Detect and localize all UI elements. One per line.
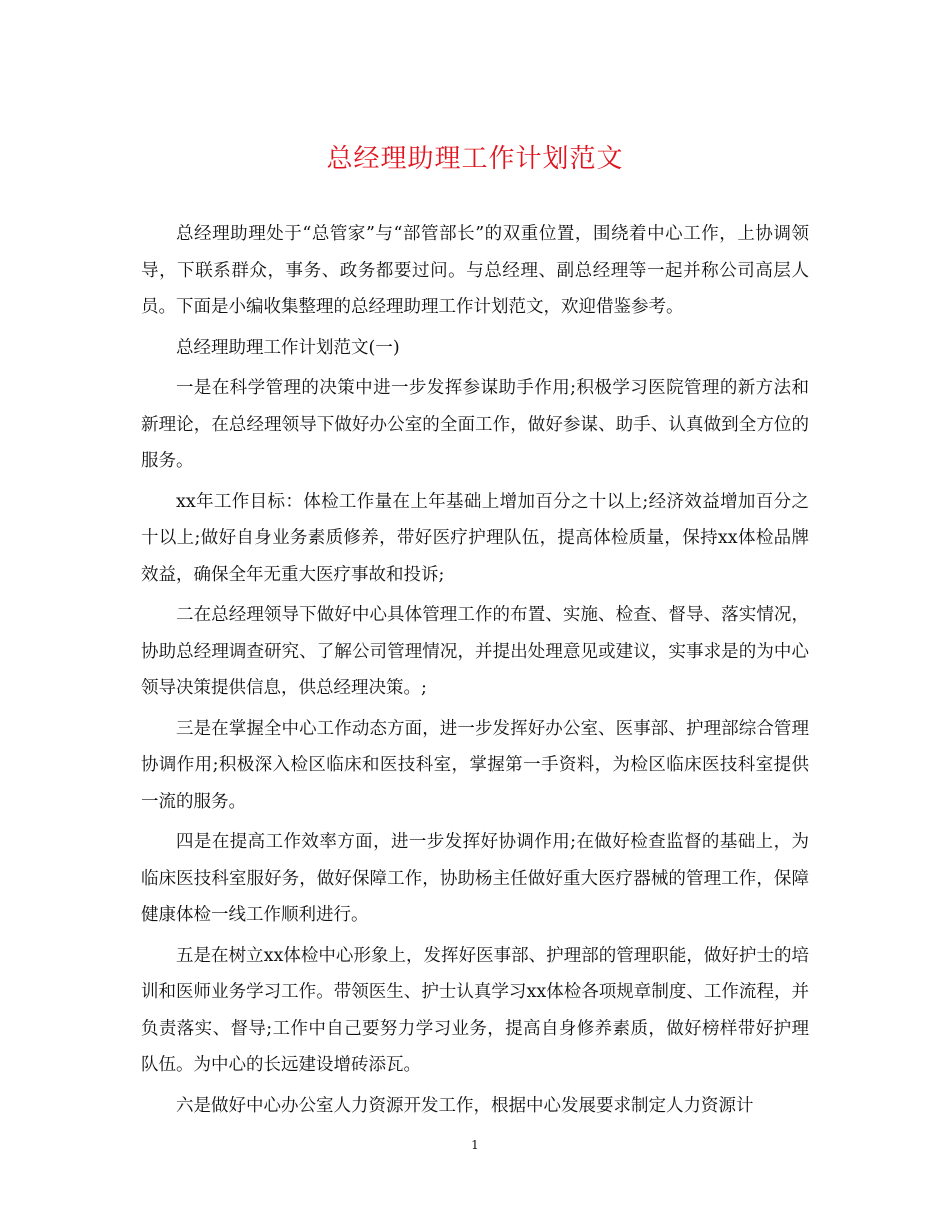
intro-paragraph: 总经理助理处于“总管家”与“部管部长”的双重位置，围绕着中心工作，上协调领导，下联系群众，事务、政务都要过问。与总经理、副总经理等一起并称公司高层人员。下面是小编收集整理的总经理助理工作计划范文，欢迎借鉴参考。 — [141, 224, 809, 317]
body-paragraph: xx年工作目标：体检工作量在上年基础上增加百分之十以上;经济效益增加百分之十以上;做好自身业务素质修养，带好医疗护理队伍，提高体检质量，保持xx体检品牌效益，确保全年无重大医疗事故和投诉; — [141, 491, 809, 585]
document-title: 总经理助理工作计划范文 — [326, 144, 624, 174]
body-paragraph: 六是做好中心办公室人力资源开发工作，根据中心发展要求制定人力资源计 — [176, 1095, 754, 1116]
body-paragraph: 五是在树立xx体检中心形象上，发挥好医事部、护理部的管理职能，做好护士的培训和医师业务学习工作。带领医生、护士认真学习xx体检各项规章制度、工作流程，并负责落实、督导;工作中自己要努力学习业务，提高自身修养素质，做好榜样带好护理队伍。为中心的长远建设增砖添瓦。 — [141, 945, 809, 1075]
page-number: 1 — [471, 1138, 479, 1152]
body-paragraph: 三是在掌握全中心工作动态方面，进一步发挥好办公室、医事部、护理部综合管理协调作用;积极深入检区临床和医技科室，掌握第一手资料，为检区临床医技科室提供一流的服务。 — [141, 718, 809, 812]
body-paragraph: 四是在提高工作效率方面，进一步发挥好协调作用;在做好检查监督的基础上，为临床医技科室服好务，做好保障工作，协助杨主任做好重大医疗器械的管理工作，保障健康体检一线工作顺利进行。 — [141, 832, 809, 925]
section-heading: 总经理助理工作计划范文(一) — [176, 337, 400, 358]
document-body — [141, 216, 809, 1128]
body-paragraph: 二在总经理领导下做好中心具体管理工作的布置、实施、检查、督导、落实情况，协助总经理调查研究、了解公司管理情况，并提出处理意见或建议，实事求是的为中心领导决策提供信息，供总经理决策。; — [141, 605, 809, 698]
body-paragraph: 一是在科学管理的决策中进一步发挥参谋助手作用;积极学习医院管理的新方法和新理论，在总经理领导下做好办公室的全面工作，做好参谋、助手、认真做到全方位的服务。 — [141, 378, 809, 471]
